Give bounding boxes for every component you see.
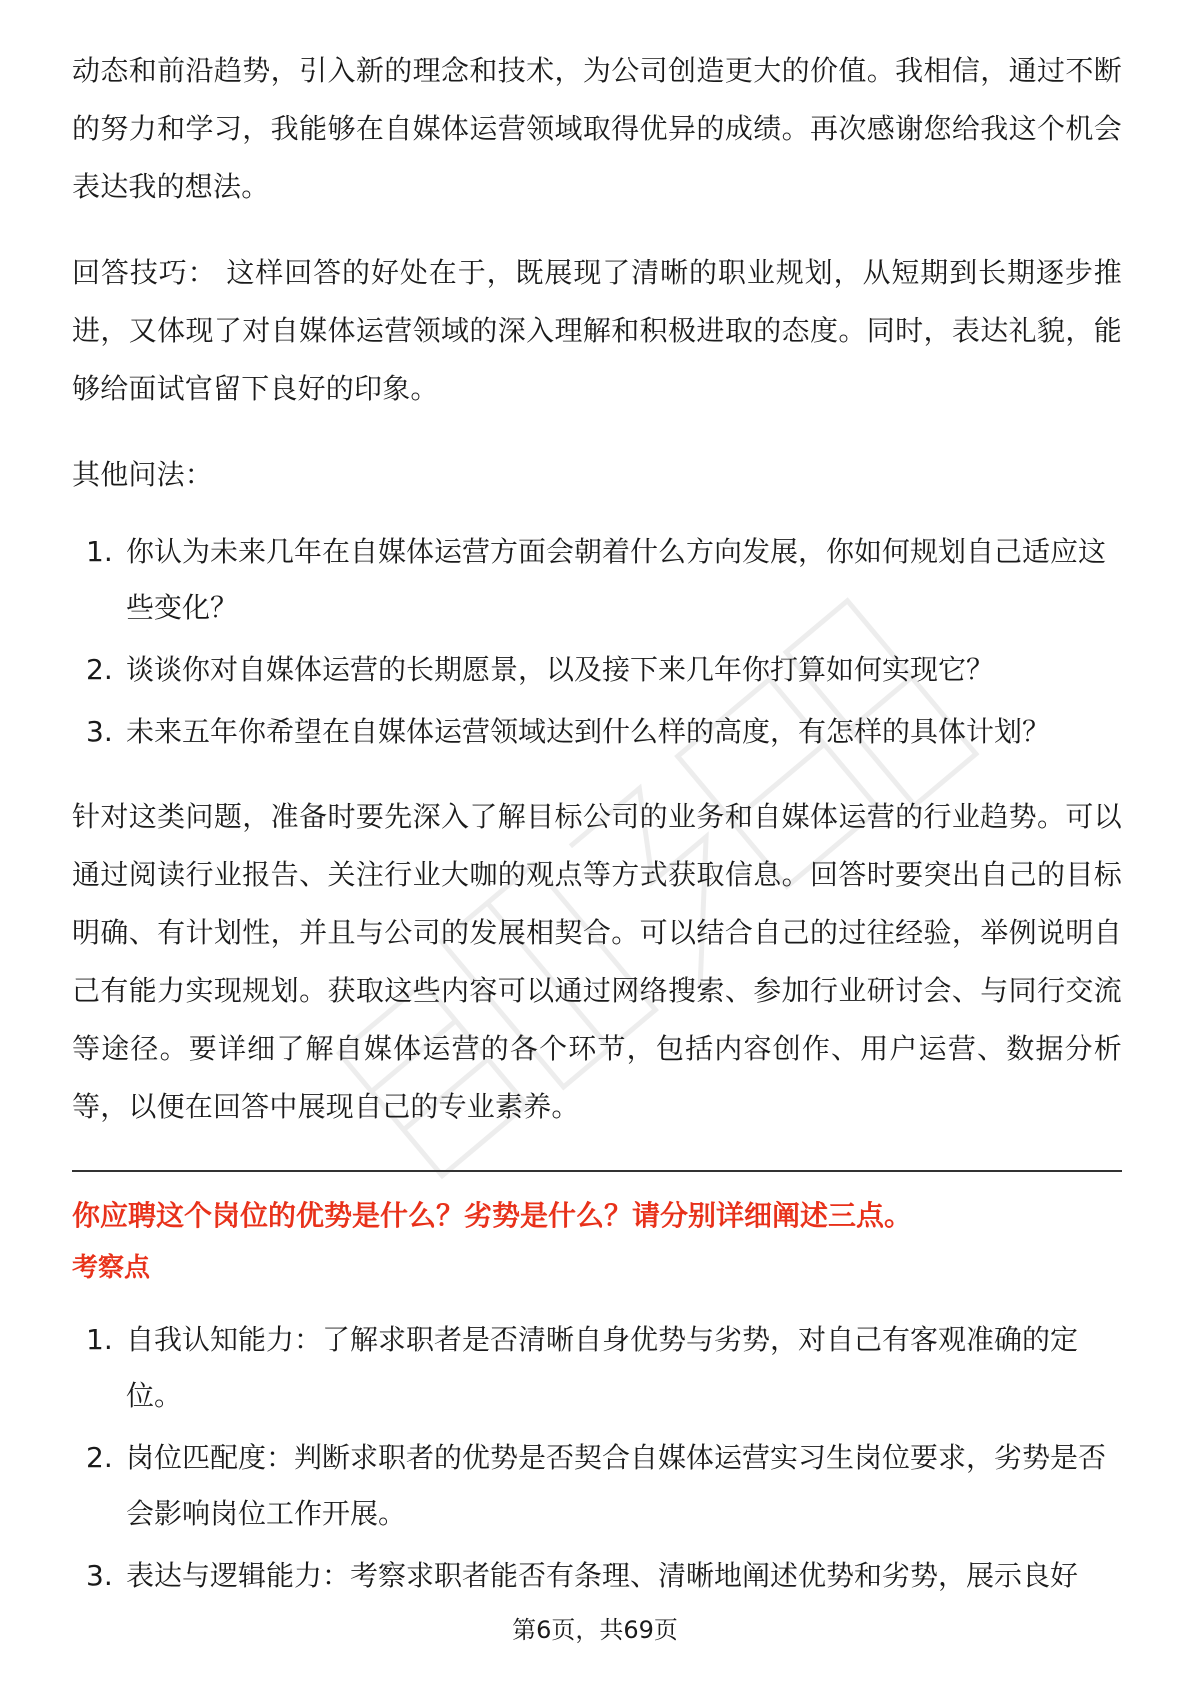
exam-points-list [72, 1312, 1122, 1604]
list-number: 3. [86, 715, 113, 748]
list-item-text: 表达与逻辑能力：考察求职者能否有条理、清晰地阐述优势和劣势，展示良好 [126, 1559, 1079, 1592]
answer-tips-paragraph: 回答技巧： 这样回答的好处在于，既展现了清晰的职业规划，从短期到长期逐步推进，又体现了对自媒体运营领域的深入理解和积极进取的态度。同时，表达礼貌，能够给面试官留下良好的印象。 [72, 256, 1122, 405]
list-item [72, 1430, 1122, 1542]
page-footer: 第6页，共69页 [512, 1616, 678, 1644]
list-item-text: 谈谈你对自媒体运营的长期愿景，以及接下来几年你打算如何实现它？ [126, 653, 995, 686]
list-item [72, 1312, 1122, 1424]
question-title: 你应聘这个岗位的优势是什么？劣势是什么？请分别详细阐述三点。 [72, 1199, 913, 1232]
other-questions-label: 其他问法： [72, 458, 214, 491]
other-questions-list [72, 524, 1122, 760]
list-item-text: 自我认知能力：了解求职者是否清晰自身优势与劣势，对自己有客观准确的定位。 [126, 1323, 1079, 1412]
list-number: 3. [86, 1559, 113, 1592]
exam-points-label: 考察点 [72, 1253, 151, 1283]
list-number: 2. [86, 653, 113, 686]
list-item [72, 1548, 1122, 1604]
list-item [72, 642, 1122, 698]
list-item [72, 524, 1122, 636]
page-content [72, 42, 1122, 1632]
list-number: 2. [86, 1441, 113, 1474]
list-item-text: 岗位匹配度：判断求职者的优势是否契合自媒体运营实习生岗位要求，劣势是否会影响岗位工作开展。 [126, 1441, 1107, 1530]
list-number: 1. [86, 535, 113, 568]
list-item-text: 未来五年你希望在自媒体运营领域达到什么样的高度，有怎样的具体计划？ [126, 715, 1051, 748]
list-item [72, 704, 1122, 760]
answer-conclusion-paragraph: 动态和前沿趋势，引入新的理念和技术，为公司创造更大的价值。我相信，通过不断的努力和学习，我能够在自媒体运营领域取得优异的成绩。再次感谢您给我这个机会表达我的想法。 [72, 54, 1122, 203]
section-divider [72, 1170, 1122, 1172]
list-number: 1. [86, 1323, 113, 1356]
preparation-advice-paragraph: 针对这类问题，准备时要先深入了解目标公司的业务和自媒体运营的行业趋势。可以通过阅读行业报告、关注行业大咖的观点等方式获取信息。回答时要突出自己的目标明确、有计划性，并且与公司的发展相契合。可以结合自己的过往经验，举例说明自己有能力实现规划。获取这些内容可以通过网络搜索、参加行业研讨会、与同行交流等途径。要详细了解自媒体运营的各个环节，包括内容创作、用户运营、数据分析等，以便在回答中展现自己的专业素养。 [72, 800, 1122, 1123]
list-item-text: 你认为未来几年在自媒体运营方面会朝着什么方向发展，你如何规划自己适应这些变化？ [126, 535, 1107, 624]
